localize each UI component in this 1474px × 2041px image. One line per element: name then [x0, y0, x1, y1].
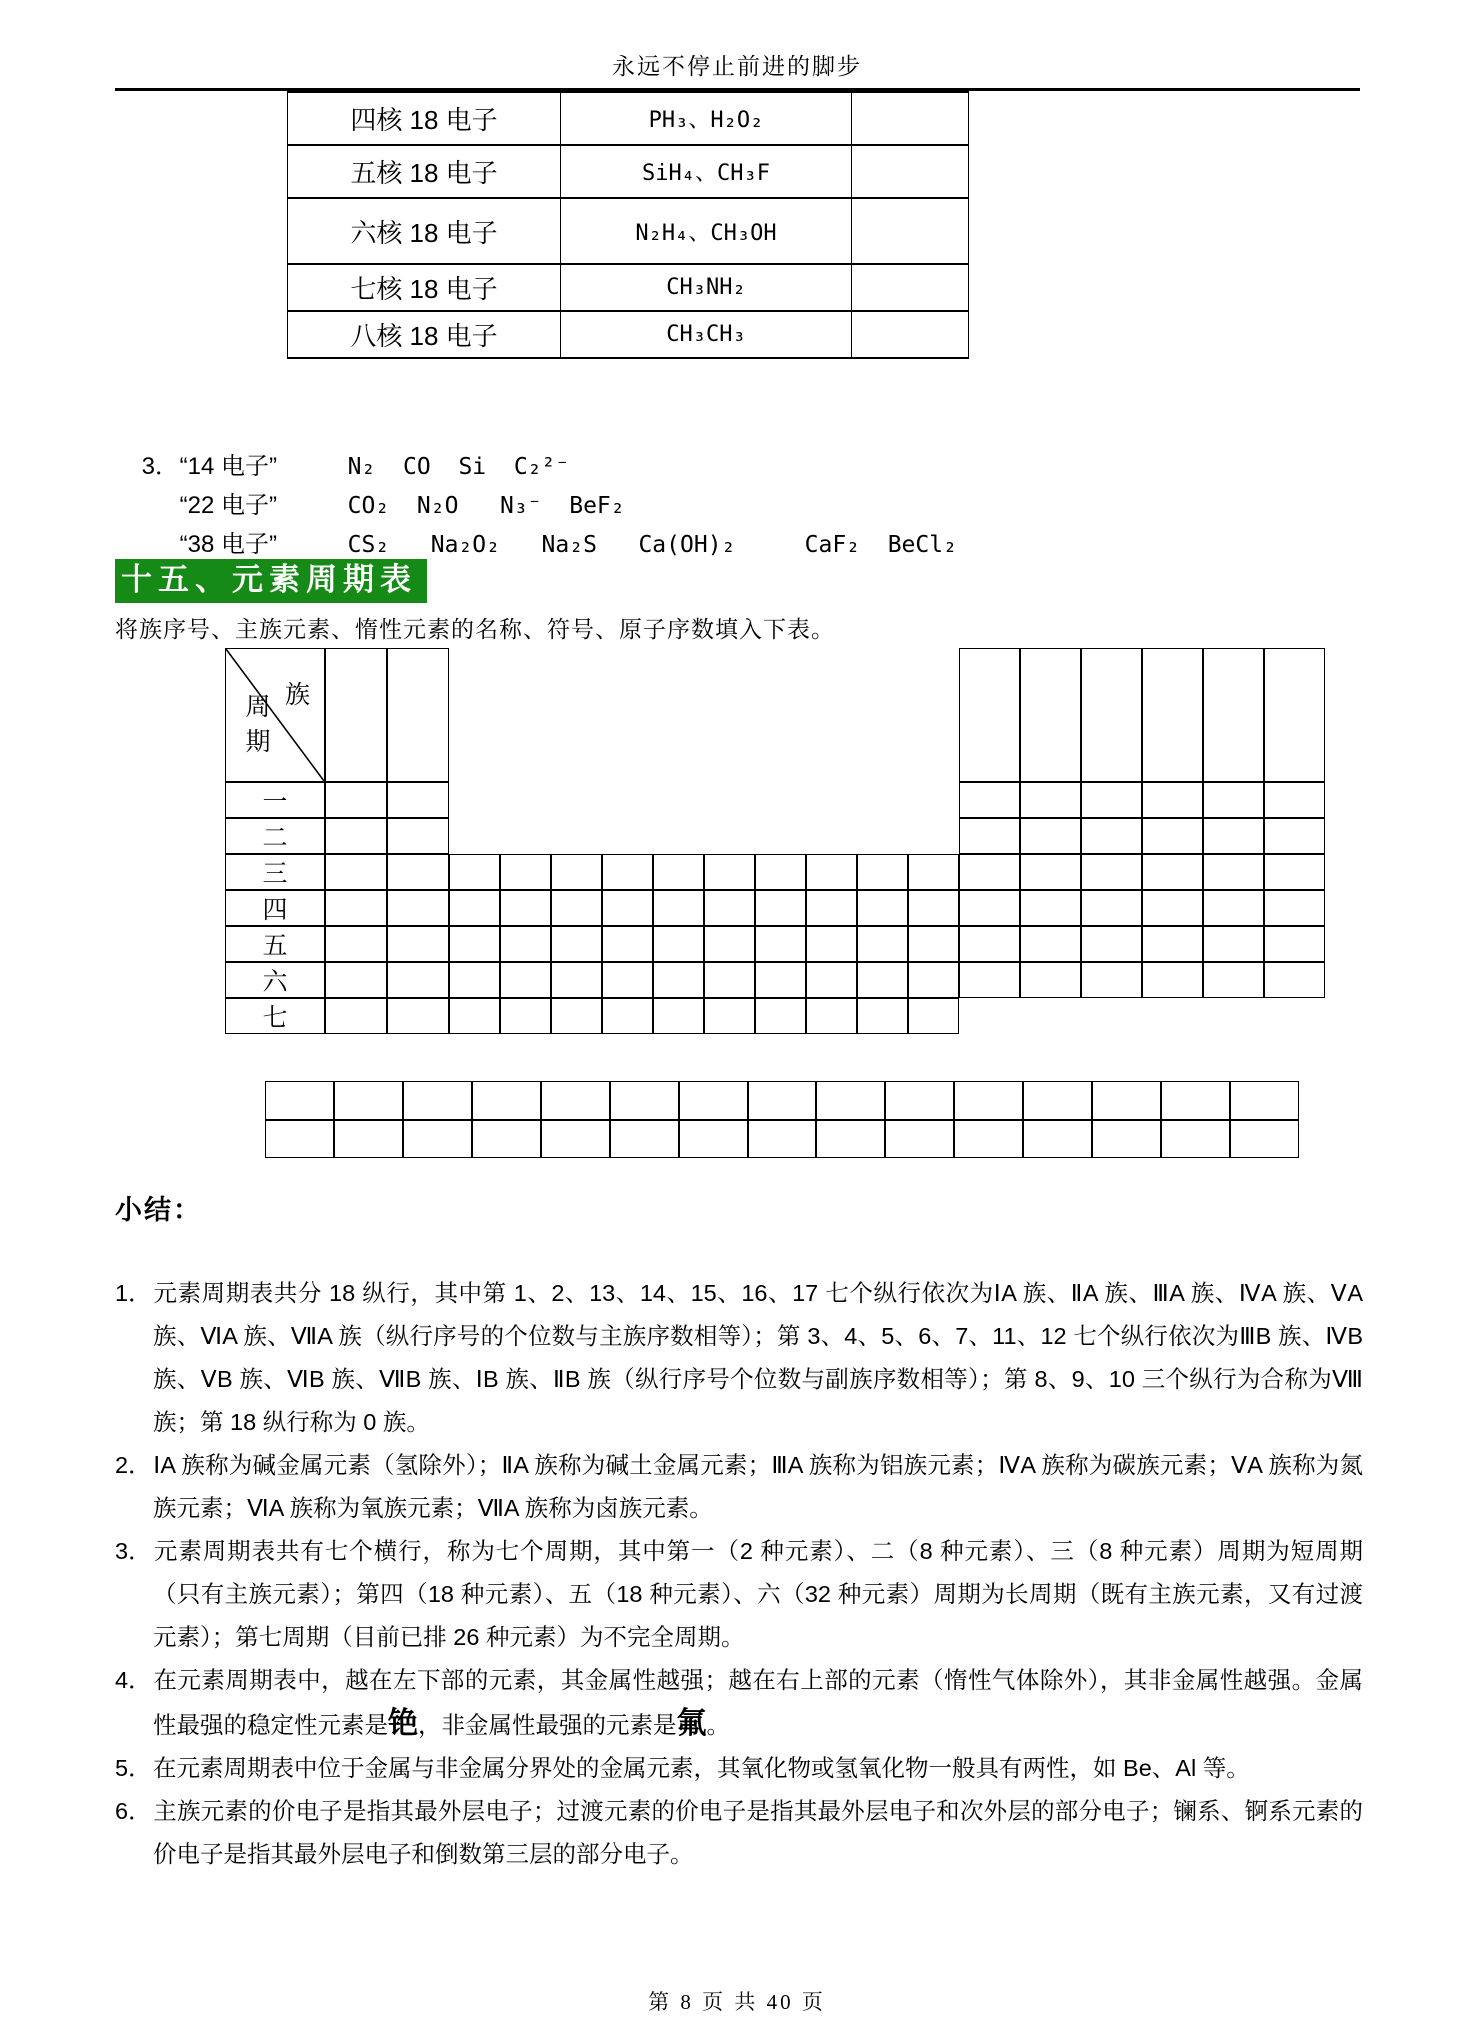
grid-cell — [857, 854, 908, 890]
grid-cell — [1142, 648, 1203, 782]
table-row — [288, 264, 969, 311]
species-empty-cell — [852, 92, 969, 145]
species-formula-cell: PH₃、H₂O₂ — [561, 92, 852, 145]
item-text: ，非金属性最强的元素是 — [418, 1712, 677, 1738]
grid-cell — [1081, 926, 1142, 962]
series-grid-cell — [816, 1081, 885, 1120]
grid-cell — [755, 962, 806, 998]
grid-cell — [325, 998, 387, 1034]
row-label-cell: 七 — [225, 998, 325, 1034]
grid-cell — [1264, 818, 1325, 854]
grid-cell — [1081, 648, 1142, 782]
row-label-cell: 五 — [225, 926, 325, 962]
grid-cell — [1203, 926, 1264, 962]
list-item — [115, 1272, 1363, 1444]
grid-cell — [1264, 854, 1325, 890]
grid-cell — [325, 890, 387, 926]
intro-text: 将族序号、主族元素、惰性元素的名称、符号、原子序数填入下表。 — [115, 616, 835, 642]
series-grid-cell — [1023, 1120, 1092, 1158]
series-grid-cell — [403, 1081, 472, 1120]
grid-cell — [387, 962, 449, 998]
grid-cell — [1264, 782, 1325, 818]
grid-cell — [449, 962, 500, 998]
list-item — [115, 1790, 1363, 1876]
page-header-title: 永远不停止前进的脚步 — [612, 53, 862, 79]
series-grid-cell — [265, 1081, 334, 1120]
summary-list — [115, 1272, 1363, 1876]
grid-cell — [704, 890, 755, 926]
grid-cell — [325, 854, 387, 890]
grid-cell — [500, 854, 551, 890]
item-text: 主族元素的价电子是指其最外层电子；过渡元素的价电子是指其最外层电子和次外层的部分电子；镧系、锕系元素的价电子是指其最外层电子和倒数第三层的部分电子。 — [153, 1798, 1363, 1867]
grid-cell — [704, 854, 755, 890]
grid-cell — [653, 854, 704, 890]
grid-cell — [704, 998, 755, 1034]
grid-cell — [325, 962, 387, 998]
grid-cell — [857, 962, 908, 998]
grid-cell — [1203, 890, 1264, 926]
grid-cell — [1142, 782, 1203, 818]
series-grid-cell — [334, 1120, 403, 1158]
grid-cell — [1020, 926, 1081, 962]
grid-cell — [1264, 648, 1325, 782]
list-item — [115, 1444, 1363, 1530]
item-number: 2． — [115, 1452, 152, 1478]
item-text: 在元素周期表中位于金属与非金属分界处的金属元素，其氧化物或氢氧化物一般具有两性，如 Be、Al 等。 — [153, 1755, 1250, 1781]
grid-cell — [1203, 854, 1264, 890]
row-label-cell: 一 — [225, 782, 325, 818]
grid-cell — [755, 926, 806, 962]
item-text: 。 — [706, 1712, 730, 1738]
periodic-table-grid — [225, 648, 1325, 1034]
section-heading: 十五、元素周期表 — [115, 559, 427, 603]
species-empty-cell — [852, 264, 969, 311]
item-text: 元素周期表共有七个横行，称为七个周期，其中第一（2 种元素）、二（8 种元素）、三（8 种元素）周期为短周期（只有主族元素）；第四（18 种元素）、五（18 种元素）、六（32 种元素）周期为长周期（既有主族元素，又有过渡元素）；第七周期（目前已排 26 种元素）为不完全周期。 — [153, 1538, 1363, 1650]
period-group-corner-cell — [225, 648, 325, 782]
row-label-cell: 三 — [225, 854, 325, 890]
grid-cell — [806, 854, 857, 890]
grid-cell — [387, 854, 449, 890]
species-label-cell: 八核 18 电子 — [288, 311, 561, 358]
series-grid-cell — [472, 1120, 541, 1158]
note-formulas: N₂ CO Si C₂²⁻ — [347, 454, 570, 480]
grid-cell — [704, 962, 755, 998]
species-label-cell: 五核 18 电子 — [288, 145, 561, 198]
grid-cell — [1081, 854, 1142, 890]
grid-cell — [551, 926, 602, 962]
grid-cell — [387, 818, 449, 854]
row-label-cell: 六 — [225, 962, 325, 998]
summary-heading: 小结： — [115, 1195, 202, 1225]
grid-cell — [653, 890, 704, 926]
grid-cell — [449, 890, 500, 926]
grid-cell — [1020, 782, 1081, 818]
grid-cell — [908, 998, 959, 1034]
grid-cell — [551, 962, 602, 998]
species-formula-cell: N₂H₄、CH₃OH — [561, 198, 852, 264]
grid-cell — [908, 890, 959, 926]
grid-cell — [959, 854, 1020, 890]
grid-cell — [551, 854, 602, 890]
grid-cell — [1020, 854, 1081, 890]
species-label-cell: 六核 18 电子 — [288, 198, 561, 264]
series-grid-cell — [265, 1120, 334, 1158]
grid-cell — [325, 926, 387, 962]
note-formulas: CO₂ N₂O N₃⁻ BeF₂ — [347, 493, 625, 519]
table-row — [288, 198, 969, 264]
item-text: 在元素周期表中，越在左下部的元素，其金属性越强；越在右上部的元素（惰性气体除外），其非金属性越强。金属性最强的稳定性元素是 — [153, 1667, 1363, 1738]
grid-cell — [653, 962, 704, 998]
grid-cell — [325, 782, 387, 818]
grid-cell — [1081, 818, 1142, 854]
item-number: 4． — [115, 1667, 152, 1693]
grid-cell — [602, 926, 653, 962]
series-grid-cell — [1161, 1081, 1230, 1120]
grid-cell — [1020, 890, 1081, 926]
grid-cell — [806, 998, 857, 1034]
grid-cell — [1203, 818, 1264, 854]
row-label-cell: 二 — [225, 818, 325, 854]
species-formula-cell: CH₃CH₃ — [561, 311, 852, 358]
grid-cell — [602, 962, 653, 998]
grid-cell — [755, 890, 806, 926]
series-grid-cell — [1230, 1120, 1299, 1158]
series-grid-cell — [748, 1081, 816, 1120]
item-number: 5． — [115, 1755, 152, 1781]
grid-cell — [500, 890, 551, 926]
grid-cell — [1264, 926, 1325, 962]
grid-cell — [959, 782, 1020, 818]
grid-cell — [387, 890, 449, 926]
grid-cell — [602, 890, 653, 926]
grid-cell — [755, 854, 806, 890]
list-item — [115, 1747, 1363, 1790]
grid-cell — [1264, 890, 1325, 926]
grid-cell — [653, 926, 704, 962]
note-line — [115, 408, 1215, 480]
series-grid-cell — [610, 1081, 679, 1120]
corner-group-label: 族 — [284, 681, 310, 709]
species-empty-cell — [852, 311, 969, 358]
series-grid-cell — [816, 1120, 885, 1158]
grid-cell — [500, 998, 551, 1034]
grid-cell — [500, 926, 551, 962]
series-grid-cell — [1092, 1081, 1161, 1120]
series-grid-cell — [748, 1120, 816, 1158]
item-text: ⅠA 族称为碱金属元素（氢除外）；ⅡA 族称为碱土金属元素；ⅢA 族称为铝族元素；ⅣA 族称为碳族元素；ⅤA 族称为氮族元素；ⅥA 族称为氧族元素；ⅦA 族称为卤族元素。 — [153, 1452, 1363, 1521]
series-grid-cell — [885, 1120, 954, 1158]
grid-cell — [959, 926, 1020, 962]
note-label: “22 电子” — [179, 492, 278, 519]
corner-period-label: 周期 — [242, 693, 270, 763]
grid-cell — [1142, 818, 1203, 854]
series-grid-cell — [1092, 1120, 1161, 1158]
species-formula-cell: SiH₄、CH₃F — [561, 145, 852, 198]
grid-cell — [602, 854, 653, 890]
grid-cell — [959, 648, 1020, 782]
electron-species-table — [287, 91, 969, 359]
table-row — [288, 92, 969, 145]
series-grid-cell — [1230, 1081, 1299, 1120]
grid-cell — [551, 998, 602, 1034]
series-grid-cell — [610, 1120, 679, 1158]
grid-cell — [1020, 818, 1081, 854]
species-formula-cell: CH₃NH₂ — [561, 264, 852, 311]
list-item — [115, 1659, 1363, 1747]
item-number: 1． — [115, 1280, 152, 1306]
grid-cell — [959, 962, 1020, 998]
grid-cell — [1203, 962, 1264, 998]
grid-cell — [908, 962, 959, 998]
series-grid-cell — [541, 1120, 610, 1158]
page-footer: 第 8 页 共 40 页 — [648, 1990, 826, 2014]
grid-cell — [806, 962, 857, 998]
grid-cell — [1142, 854, 1203, 890]
series-grid-cell — [885, 1081, 954, 1120]
row-label-cell: 四 — [225, 890, 325, 926]
series-grid-cell — [679, 1120, 748, 1158]
note-label: “14 电子” — [179, 453, 278, 480]
lanthanide-actinide-grid — [265, 1081, 1299, 1158]
series-grid-cell — [954, 1081, 1023, 1120]
grid-cell — [387, 926, 449, 962]
note-formulas: CS₂ Na₂O₂ Na₂S Ca(OH)₂ CaF₂ BeCl₂ — [347, 532, 957, 558]
note-label: “38 电子” — [179, 531, 278, 558]
grid-cell — [387, 782, 449, 818]
grid-cell — [551, 890, 602, 926]
grid-cell — [755, 998, 806, 1034]
species-empty-cell — [852, 145, 969, 198]
species-label-cell: 四核 18 电子 — [288, 92, 561, 145]
item-number: 3． — [115, 1538, 152, 1564]
grid-cell — [653, 998, 704, 1034]
series-grid-cell — [472, 1081, 541, 1120]
grid-cell — [1142, 890, 1203, 926]
grid-cell — [1203, 782, 1264, 818]
grid-cell — [449, 926, 500, 962]
series-grid-cell — [334, 1081, 403, 1120]
grid-cell — [449, 998, 500, 1034]
grid-cell — [1142, 962, 1203, 998]
electron-count-notes — [115, 408, 1215, 558]
grid-cell — [1081, 890, 1142, 926]
grid-cell — [1020, 962, 1081, 998]
grid-cell — [857, 890, 908, 926]
grid-cell — [806, 890, 857, 926]
series-grid-cell — [1023, 1081, 1092, 1120]
grid-cell — [1264, 962, 1325, 998]
grid-cell — [500, 962, 551, 998]
grid-cell — [602, 998, 653, 1034]
grid-cell — [959, 890, 1020, 926]
series-grid-cell — [541, 1081, 610, 1120]
species-label-cell: 七核 18 电子 — [288, 264, 561, 311]
grid-cell — [1081, 962, 1142, 998]
grid-cell — [449, 854, 500, 890]
grid-cell — [325, 818, 387, 854]
cesium-term: 铯 — [388, 1707, 418, 1740]
table-row — [288, 145, 969, 198]
grid-cell — [1081, 782, 1142, 818]
item-number: 6． — [115, 1798, 152, 1824]
grid-cell — [387, 648, 449, 782]
grid-cell — [857, 998, 908, 1034]
grid-cell — [908, 926, 959, 962]
series-grid-cell — [403, 1120, 472, 1158]
list-item — [115, 1530, 1363, 1659]
grid-cell — [704, 926, 755, 962]
grid-cell — [959, 818, 1020, 854]
grid-cell — [857, 926, 908, 962]
series-grid-cell — [954, 1120, 1023, 1158]
grid-cell — [908, 854, 959, 890]
grid-cell — [1020, 648, 1081, 782]
item-text: 元素周期表共分 18 纵行，其中第 1、2、13、14、15、16、17 七个纵行依次为ⅠA 族、ⅡA 族、ⅢA 族、ⅣA 族、ⅤA 族、ⅥA 族、ⅦA 族（纵行序号的个位数与主族序数相等）；第 3、4、5、6、7、11、12 七个纵行依次为ⅢB 族、ⅣB 族、ⅤB 族、ⅥB 族、ⅦB 族、ⅠB 族、ⅡB 族（纵行序号个位数与副族序数相等）；第 8、9、10 三个纵行为合称为Ⅷ族；第 18 纵行称为 0 族。 — [153, 1280, 1363, 1435]
fluorine-term: 氟 — [676, 1707, 707, 1740]
grid-cell — [325, 648, 387, 782]
grid-cell — [1203, 648, 1264, 782]
grid-cell — [387, 998, 449, 1034]
species-empty-cell — [852, 198, 969, 264]
grid-cell — [1142, 926, 1203, 962]
series-grid-cell — [1161, 1120, 1230, 1158]
series-grid-cell — [679, 1081, 748, 1120]
grid-cell — [806, 926, 857, 962]
note-number: 3． — [141, 453, 180, 480]
table-row — [288, 311, 969, 358]
